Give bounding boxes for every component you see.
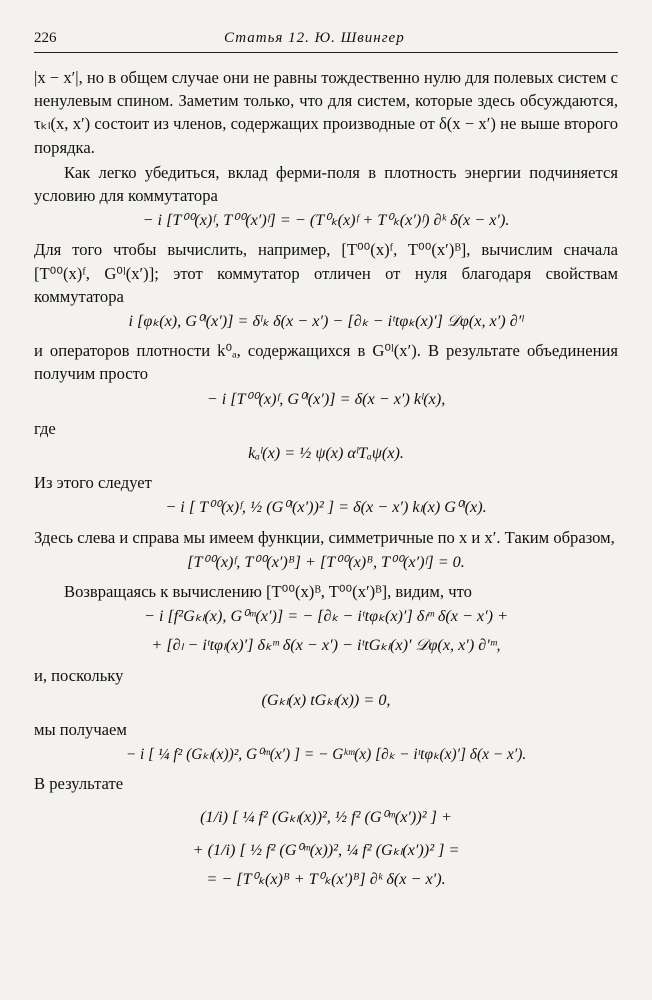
article-body bbox=[34, 66, 618, 897]
equation-1: − i [T⁰⁰(x)ᶠ, T⁰⁰(x′)ᶠ] = − (T⁰ₖ(x)ᶠ + T⁰ₖ(x′)ᶠ) ∂ᵏ δ(x − x′). bbox=[142, 211, 510, 230]
equation-10: − i [ ¼ f² (Gₖₗ(x))², G⁰ᵐ(x′) ] = − Gᵏᵐ(x) [∂ₖ − iᵗtφₖ(x)′] δ(x − x′). bbox=[125, 746, 527, 764]
equation-6: [T⁰⁰(x)ᶠ, T⁰⁰(x′)ᴮ] + [T⁰⁰(x)ᴮ, T⁰⁰(x′)ᶠ] = 0. bbox=[187, 552, 465, 571]
paragraph-1: |x − x′|, но в общем случае они не равны тождественно нулю для полевых систем с ненулевым спином. Заметим только, что для систем, которые здесь обсуждаются, τₖₗ(x, x′) состоит из членов, содержащих производные от δ(x − x′) не выше второго порядка. bbox=[34, 68, 618, 157]
equation-3: − i [T⁰⁰(x)ᶠ, G⁰ˡ(x′)] = δ(x − x′) kˡ(x), bbox=[206, 389, 446, 408]
paragraph-9: и, поскольку bbox=[34, 665, 124, 685]
paragraph-5: где bbox=[34, 418, 56, 438]
equation-7: − i [f²Gₖₗ(x), G⁰ᵐ(x′)] = − [∂ₖ − iᵗtφₖ(x)′] δₗᵐ δ(x − x′) + bbox=[143, 607, 509, 626]
paragraph-2: Как легко убедиться, вклад ферми-поля в плотность энергии подчиняется условию для коммутатора bbox=[34, 162, 618, 206]
paragraph-3: Для того чтобы вычислить, например, [T⁰⁰(x)ᶠ, T⁰⁰(x′)ᴮ], вычислим сначала [T⁰⁰(x)ᶠ, G⁰ˡ(x′)]; этот коммутатор отличен от нуля благодаря свойствам коммутатора bbox=[34, 240, 618, 306]
running-title: Статья 12. Ю. Швингер bbox=[224, 30, 405, 46]
paragraph-8: Возвращаясь к вычислению [T⁰⁰(x)ᴮ, T⁰⁰(x′)ᴮ], видим, что bbox=[64, 582, 472, 602]
paragraph-6: Из этого следует bbox=[34, 473, 152, 493]
equation-8: + [∂ₗ − iᵗtφₗ(x)′] δₖᵐ δ(x − x′) − iᵗtGₖₗ(x)′ 𝒟φ(x, x′) ∂′ᵐ, bbox=[151, 636, 501, 655]
equation-9: (Gₖₗ(x) tGₖₗ(x)) = 0, bbox=[261, 690, 391, 709]
equation-13: = − [T⁰ₖ(x)ᴮ + T⁰ₖ(x′)ᴮ] ∂ᵏ δ(x − x′). bbox=[206, 870, 446, 889]
equation-5: − i [ T⁰⁰(x)ᶠ, ½ (G⁰ˡ(x′))² ] = δ(x − x′) kₗ(x) G⁰ˡ(x). bbox=[165, 498, 487, 517]
equation-2: i [φₖ(x), G⁰ˡ(x′)] = δˡₖ δ(x − x′) − [∂ₖ − iᵗtφₖ(x)′] 𝒟φ(x, x′) ∂′ˡ bbox=[128, 312, 524, 331]
paragraph-10: мы получаем bbox=[34, 720, 127, 740]
equation-12: + (1/i) [ ½ f² (G⁰ᵐ(x))², ¼ f² (Gₖₗ(x′))² ] = bbox=[192, 840, 460, 859]
page-header bbox=[34, 30, 618, 53]
equation-4: kₐˡ(x) = ½ ψ(x) αˡTₐψ(x). bbox=[248, 444, 404, 463]
paragraph-4: и операторов плотности k⁰ₐ, содержащихся в G⁰ˡ(x′). В результате объединения получим просто bbox=[34, 341, 618, 384]
page-number: 226 bbox=[34, 30, 57, 46]
paragraph-7: Здесь слева и справа мы имеем функции, симметричные по x и x′. Таким образом, bbox=[34, 527, 615, 547]
paragraph-11: В результате bbox=[34, 774, 124, 794]
equation-11: (1/i) [ ¼ f² (Gₖₗ(x))², ½ f² (G⁰ᵐ(x′))² ] + bbox=[200, 807, 452, 826]
